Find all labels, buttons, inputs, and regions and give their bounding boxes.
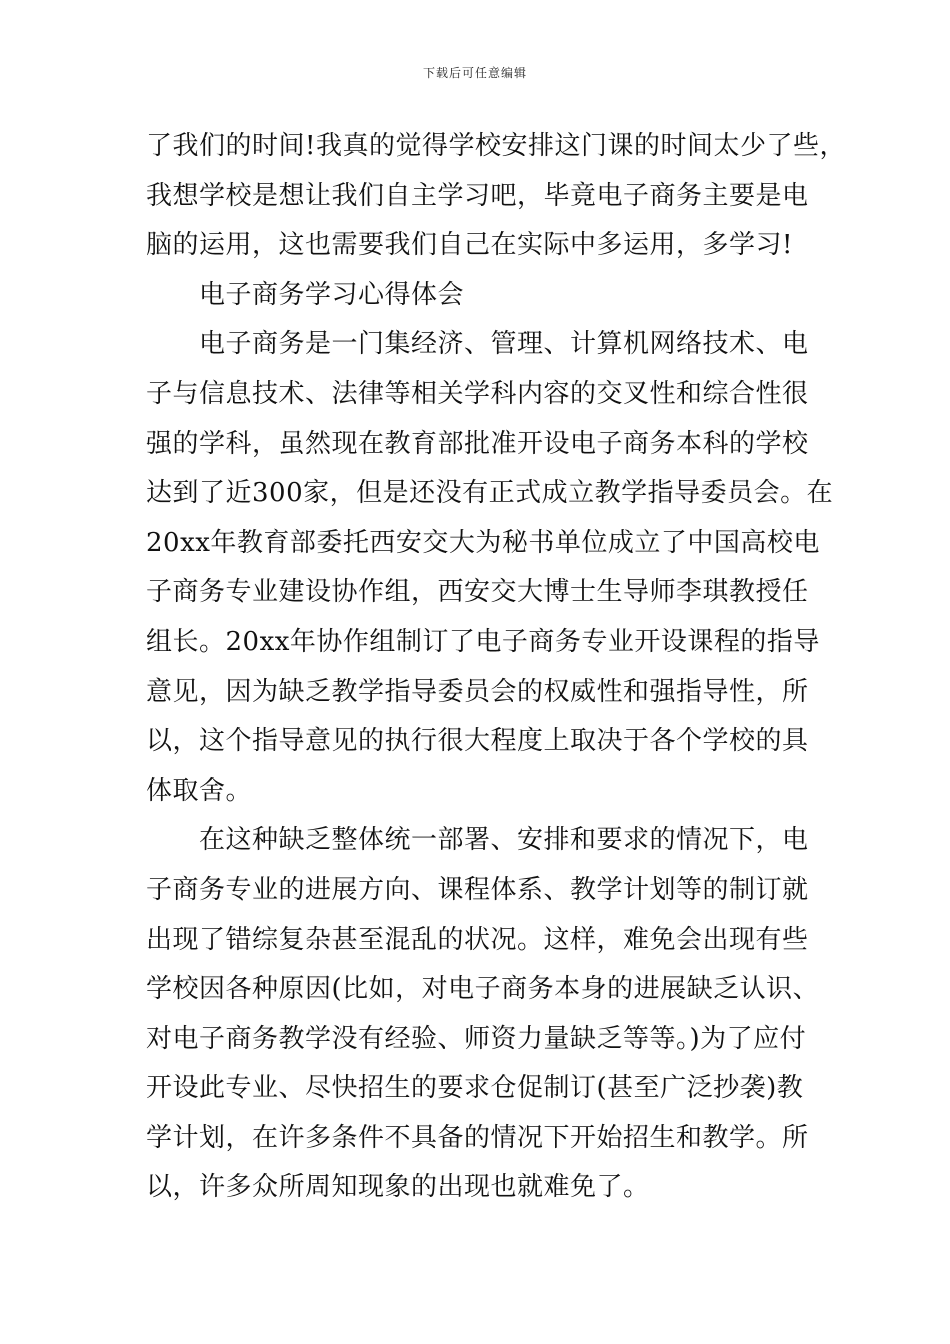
text-line: 了我们的时间!我真的觉得学校安排这门课的时间太少了些，: [146, 131, 846, 161]
document-body: [146, 122, 846, 1213]
text-line: 脑的运用，这也需要我们自己在实际中多运用，多学习!: [146, 230, 793, 261]
text-line: 强的学科，虽然现在教育部批准开设电子商务本科的学校: [146, 428, 809, 459]
paragraph-2: [146, 320, 834, 816]
text-line: 体取舍。: [146, 775, 253, 806]
text-line: 子商务专业的进展方向、课程体系、教学计划等的制订就: [146, 874, 809, 905]
text-line: 子与信息技术、法律等相关学科内容的交叉性和综合性很: [146, 378, 809, 409]
text-line: 达到了近300家，但是还没有正式成立教学指导委员会。在: [146, 478, 834, 509]
text-line: 20xx年教育部委托西安交大为秘书单位成立了中国高校电: [146, 527, 820, 558]
text-line: 子商务专业建设协作组，西安交大博士生导师李琪教授任: [146, 577, 809, 608]
section-heading: 电子商务学习心得体会: [199, 279, 465, 310]
text-line: 电子商务是一门集经济、管理、计算机网络技术、电: [199, 329, 809, 360]
text-line: 出现了错综复杂甚至混乱的状况。这样，难免会出现有些: [146, 924, 809, 955]
text-line: 我想学校是想让我们自主学习吧，毕竟电子商务主要是电: [146, 180, 809, 211]
text-line: 在这种缺乏整体统一部署、安排和要求的情况下，电: [199, 825, 809, 856]
page-header: 下载后可任意编辑: [422, 66, 527, 80]
text-line: 学计划，在许多条件不具备的情况下开始招生和教学。所: [146, 1122, 809, 1153]
text-line: 学校因各种原因(比如，对电子商务本身的进展缺乏认识、: [146, 974, 820, 1005]
text-line: 组长。20xx年协作组制订了电子商务专业开设课程的指导: [146, 626, 820, 657]
text-line: 以，许多众所周知现象的出现也就难免了。: [146, 1172, 650, 1203]
text-line: 以，这个指导意见的执行很大程度上取决于各个学校的具: [146, 726, 809, 757]
text-line: 意见，因为缺乏教学指导委员会的权威性和强指导性，所: [146, 676, 809, 707]
paragraph-3: [146, 816, 818, 1213]
text-line: 对电子商务教学没有经验、师资力量缺乏等等。)为了应付: [146, 1023, 807, 1054]
paragraph-1: [146, 122, 846, 271]
text-line: 开设此专业、尽快招生的要求仓促制订(甚至广泛抄袭)教: [146, 1073, 804, 1104]
